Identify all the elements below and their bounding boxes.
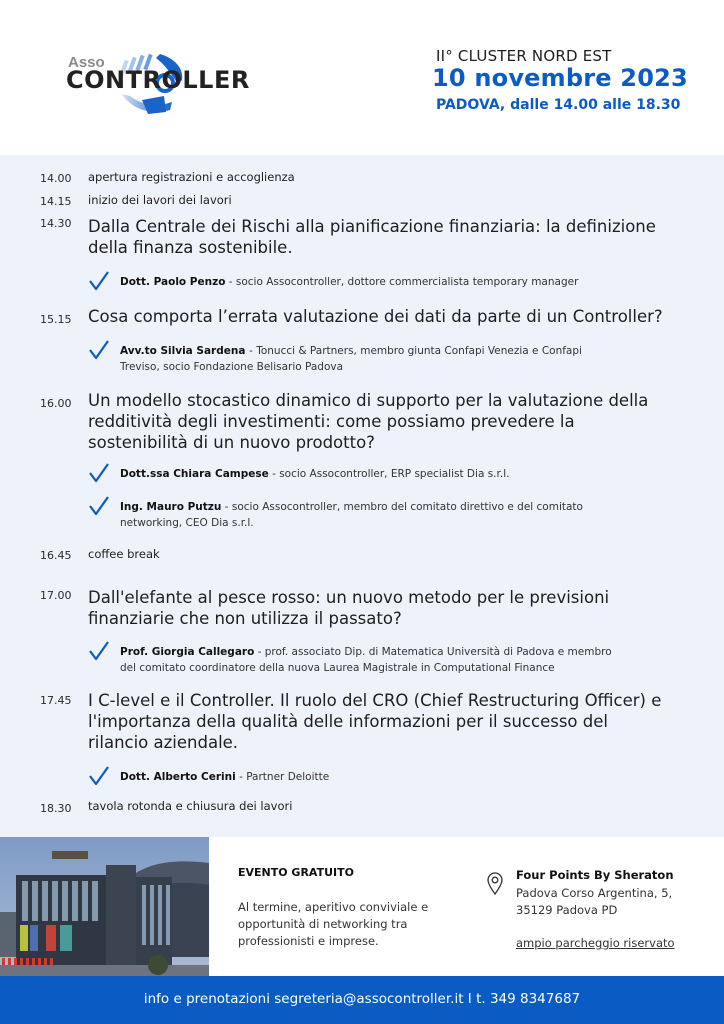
agenda-item-text: apertura registrazioni e accoglienza bbox=[88, 170, 295, 184]
talk-title-line: Cosa comporta l’errata valutazione dei dati da parte di un Controller? bbox=[88, 307, 663, 326]
speaker-role: - Tonucci & Partners, membro giunta Confapi Venezia e Confapi bbox=[249, 345, 582, 357]
talk-title-line: Dalla Centrale dei Rischi alla pianificazione finanziaria: la definizione bbox=[88, 217, 656, 236]
speaker-name: Dott. Paolo Penzo bbox=[120, 276, 226, 288]
footer-contact[interactable]: info e prenotazioni segreteria@assocontroller.it I t. 349 8347687 bbox=[143, 991, 581, 1007]
agenda-time: 14.00 bbox=[40, 172, 72, 185]
speaker-name: Dott. Alberto Cerini bbox=[120, 771, 236, 783]
event-place-time: PADOVA, dalle 14.00 alle 18.30 bbox=[436, 97, 681, 113]
speaker bbox=[120, 343, 690, 375]
event-description-line: Al termine, aperitivo conviviale e bbox=[238, 900, 429, 914]
talk-title bbox=[88, 390, 698, 453]
agenda-time: 17.00 bbox=[40, 589, 72, 602]
checkmark-icon bbox=[88, 765, 110, 787]
parking-link[interactable]: ampio parcheggio riservato bbox=[516, 936, 675, 950]
speaker-role-cont: networking, CEO Dia s.r.l. bbox=[120, 517, 254, 529]
speaker-role: - prof. associato Dip. di Matematica Università di Padova e membro bbox=[254, 646, 612, 658]
agenda-time: 14.30 bbox=[40, 217, 72, 230]
agenda-time: 15.15 bbox=[40, 313, 72, 326]
event-free-label: EVENTO GRATUITO bbox=[238, 866, 354, 879]
event-description-line: opportunità di networking tra bbox=[238, 917, 408, 931]
speaker-name: Avv.to Silvia Sardena bbox=[120, 345, 250, 357]
talk-title-line: rilancio aziendale. bbox=[88, 733, 239, 752]
speaker-role: - Partner Deloitte bbox=[235, 771, 330, 783]
speaker-role: - socio Assocontroller, ERP specialist Dia s.r.l. bbox=[268, 468, 510, 480]
event-description-line: professionisti e imprese. bbox=[238, 934, 379, 948]
hotel-building-image bbox=[0, 837, 209, 976]
agenda-time: 16.45 bbox=[40, 549, 72, 562]
talk-title bbox=[88, 216, 698, 258]
talk-title-line: della finanza sostenibile. bbox=[88, 238, 293, 257]
agenda-time: 14.15 bbox=[40, 195, 72, 208]
agenda-item-text: inizio dei lavori dei lavori bbox=[88, 193, 232, 207]
logo-asso-text: Asso bbox=[68, 54, 105, 71]
logo-controller-text: CONTROLLER bbox=[66, 66, 250, 94]
event-date: 10 novembre 2023 bbox=[432, 64, 688, 92]
talk-title-line: Dall'elefante al pesce rosso: un nuovo metodo per le previsioni bbox=[88, 588, 610, 607]
speaker bbox=[120, 644, 690, 676]
speaker bbox=[120, 274, 690, 290]
checkmark-icon bbox=[88, 270, 110, 292]
speaker-name: Ing. Mauro Putzu bbox=[120, 501, 222, 513]
venue-address-line: Padova Corso Argentina, 5, bbox=[516, 886, 673, 900]
speaker-name: Prof. Giorgia Callegaro bbox=[120, 646, 255, 658]
footer-bar bbox=[0, 976, 724, 1024]
talk-title-line: finanziarie che non utilizza il passato? bbox=[88, 609, 402, 628]
agenda-time: 16.00 bbox=[40, 397, 72, 410]
talk-title bbox=[88, 690, 698, 753]
agenda-time: 17.45 bbox=[40, 694, 72, 707]
speaker bbox=[120, 769, 690, 785]
talk-title-line: Un modello stocastico dinamico di supporto per la valutazione della bbox=[88, 391, 649, 410]
speaker bbox=[120, 499, 690, 531]
speaker-role-cont: del comitato coordinatore della nuova Laurea Magistrale in Computational Finance bbox=[120, 662, 555, 674]
talk-title bbox=[88, 306, 698, 327]
checkmark-icon bbox=[88, 640, 110, 662]
speaker-name: Dott.ssa Chiara Campese bbox=[120, 468, 269, 480]
talk-title-line: I C-level e il Controller. Il ruolo del CRO (Chief Restructuring Officer) e bbox=[88, 691, 662, 710]
event-description bbox=[238, 899, 458, 950]
venue-address-line: 35129 Padova PD bbox=[516, 903, 618, 917]
checkmark-icon bbox=[88, 462, 110, 484]
venue-name: Four Points By Sheraton bbox=[516, 868, 674, 882]
hotel-photo bbox=[0, 837, 209, 976]
cluster-label: II° CLUSTER NORD EST bbox=[436, 47, 612, 65]
talk-title bbox=[88, 587, 698, 629]
checkmark-icon bbox=[88, 495, 110, 517]
speaker-role-cont: Treviso, socio Fondazione Belisario Padova bbox=[120, 361, 344, 373]
talk-title-line: l'importanza della qualità delle informazioni per il successo del bbox=[88, 712, 608, 731]
map-pin-icon bbox=[486, 872, 504, 896]
talk-title-line: redditività degli investimenti: come possiamo prevedere la bbox=[88, 412, 575, 431]
speaker bbox=[120, 466, 690, 482]
agenda-item-text: tavola rotonda e chiusura dei lavori bbox=[88, 799, 293, 813]
agenda-item-text: coffee break bbox=[88, 547, 160, 561]
talk-title-line: sostenibilità di un nuovo prodotto? bbox=[88, 433, 375, 452]
assocontroller-logo bbox=[52, 50, 252, 120]
checkmark-icon bbox=[88, 339, 110, 361]
agenda-time: 18.30 bbox=[40, 802, 72, 815]
speaker-role: - socio Assocontroller, membro del comitato direttivo e del comitato bbox=[221, 501, 583, 513]
venue-address bbox=[516, 885, 672, 919]
speaker-role: - socio Assocontroller, dottore commercialista temporary manager bbox=[225, 276, 579, 288]
